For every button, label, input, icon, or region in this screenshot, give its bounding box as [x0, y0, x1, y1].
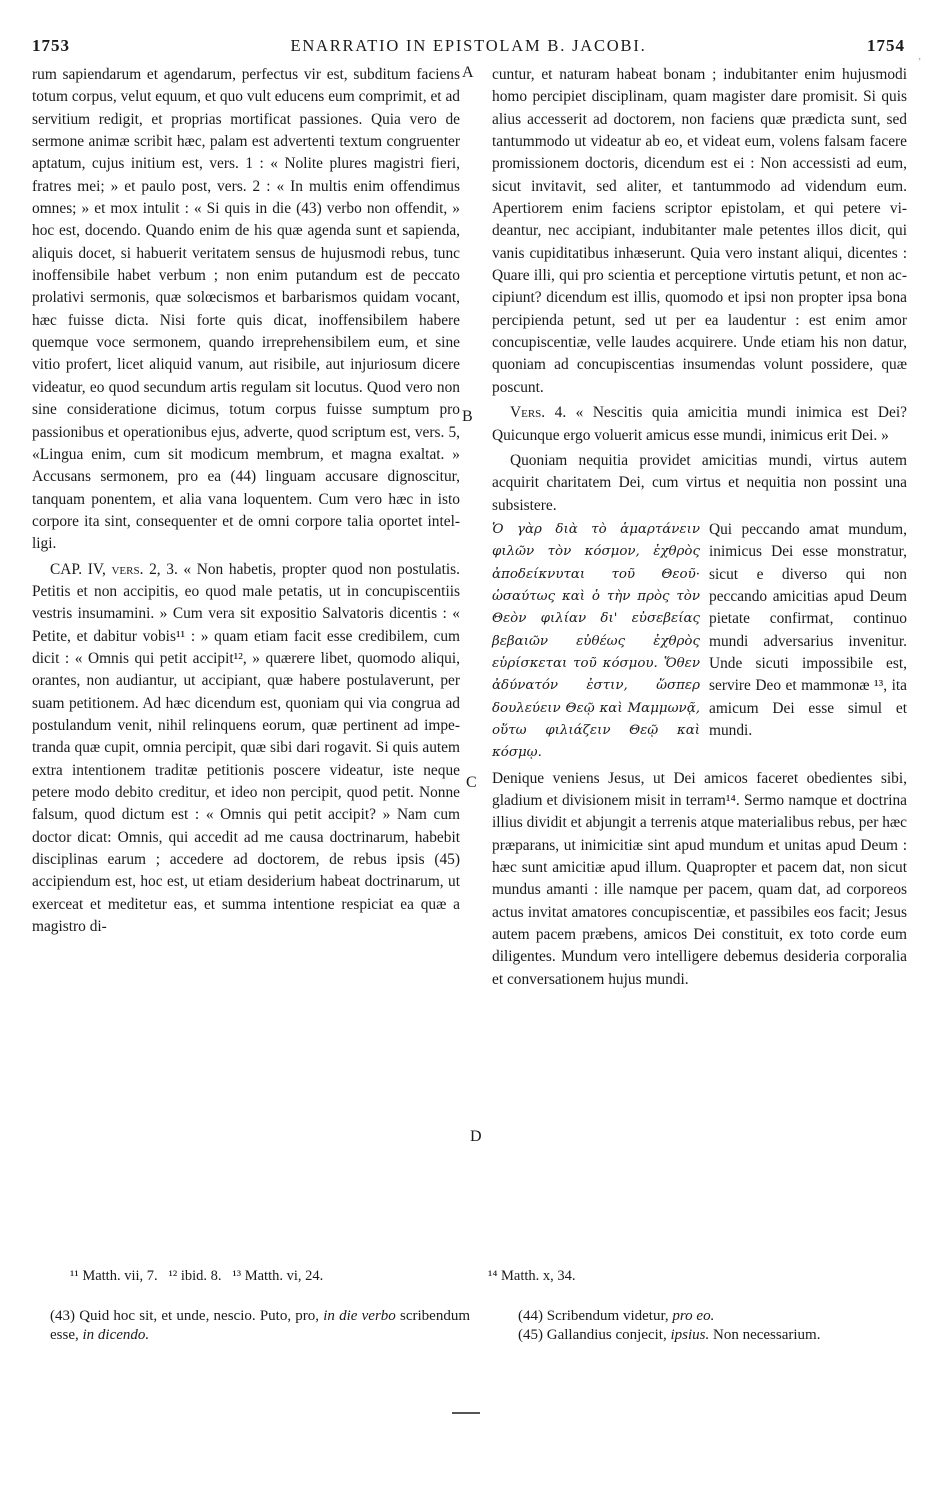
latin-translation: Qui peccando amat mundum, inimicus Dei esse monstratur, sicut e diverso qui non peccando amicitias apud Deum pietate confirmat, continuo mundi adversarius invenitur. Unde sicuti impossibile est, servire Deo et mammonæ ¹³, ita amicum Dei esse simul et mundi.: [709, 520, 907, 739]
note-44-text: (44) Scribendum videtur,: [518, 1308, 673, 1324]
right-paragraph-1: cuntur, et naturam habeat bonam ; indubitanter enim hujusmodi homo percipiet disciplinam, quam magister dare promisit. Si quis alius accesserit ad doctorem, non faciens quæ prædicta sunt, sed tantummodo ut videatur ab eo, et videat eum, volens falsam facere promissionem doctoris, dicendum est ei : Non accessisti ad eum, sicut invitavit, sed aliter, et tantummodo ad videndum eum. Apertiorem enim faciens scriptor epistolam, et qui petere videantur, nec accipiant, indubitanter male petentes illos dicit, qui vanis cupiditatibus inhæserunt. Quia vero instant aliqui, dicentes : Quare illi, qui pro scientia et perceptione virtutis petunt, et non accipiunt? dicendum est illis, quomodo et ipsi non propter ipsa bona percipienda petunt, sed ut per ea laudentur : est enim amor concupiscentiæ, velle laudes acquirere. Unde etiam his non datur, quoniam ad concupiscentias insumendas volunt possidere, quæ poscunt.: [492, 66, 907, 396]
left-paragraph-1: rum sapiendarum et agendarum, perfectus vir est, subditum faciens totum corpus, velut equum, et quo vult educens eum comprimit, et ad servitium redigit, et proprias mortificat passiones. Quia vero de sermone animæ scribit hæc, palam est advertenti textum congruenter aptatum, cujus initium est, vers. 1 : « Nolite plures magistri fieri, fratres mei; » et paulo post, vers. 2 : « In multis enim offendimus omnes; » et mox intulit : « Si quis in die (43) verbo non offendit, » hoc est, docendo. Quando enim de his quæ agenda sunt et sapienda, aliquis docet, si habuerit veritatem sensus de hujusmodi rebus, tunc inoffensibile habet verbum ; non enim putandum est de peccato prolativi sermonis, quæ solœcismos et barbarismos quidam vocant, hæc fuisse dicta. Nisi forte quis dicat, inoffensibilem habere quemque voce sermonem, quando irreprehensibilem eum, et sine vitio profert, licet aliquid vanum, aut risibile, aut injuriosum dicere videatur, eo quod secundum artis regulam sit locutus. Quod vero non sine consideratione dicimus, totum corpus fuisse sumptum pro passionibus et operationibus ejus, adverte, quod scriptum est, vers. 5, «Lingua enim, cum sit modicum membrum, et magna exaltat. » Accusans sermonem, pro ea (44) linguam accusare dignoscitur, tanquam ponentem, et alia vana loquentem. Cum vero hæc in isto corpore ita sint, consequenter et de omni corpore talia oportet intelligi.: [32, 66, 460, 553]
note-43-italic-1: in die verbo: [323, 1308, 396, 1324]
note-45-text-2: Non necessarium.: [709, 1327, 821, 1343]
footnote-refs-left: ¹¹ Matth. vii, 7. ¹² ibid. 8. ¹³ Matth. vi, 24.: [70, 1268, 324, 1284]
verse-label-4: Vers.: [510, 404, 546, 422]
page-number-right: 1754: [867, 36, 905, 55]
left-paragraph-2: [32, 559, 460, 939]
page-number-left: 1753: [32, 36, 70, 55]
note-45-italic: ipsius.: [670, 1327, 710, 1343]
section-marker-c: C: [466, 774, 477, 791]
section-marker-b: B: [462, 408, 473, 425]
note-45-text: (45) Gallandius conjecit,: [518, 1327, 671, 1343]
left-paragraph-2-text: 2, 3. « Non habetis, propter quod non postulatis. Petitis et non accipitis, eo quod male petatis, ut in concupiscentiis vestris insumamini. » Cum vera sit expositio Salvatoris dicentis : « Petite, et dabitur vobis¹¹ : » quam etiam facit esse credibilem, cum dicit : « Omnis qui petit accipit¹², » quærere libet, quomodo aliqui, orantes, non audiantur, ut accipiant, quæ habere postulaverunt, per suam petitionem. Ad hæc dicendum est, quoniam qui via congrua ad postulandum venit, nihil relinquens eorum, quæ pertinent ad impetranda quæ cupit, omnia percipit, quæ sibi dari rogavit. Si quis autem extra intentionem traditæ petitionis poscere videatur, iste neque petere modo debito creditur, et ideo non percipit, quod petit. Nonne falsum, quod dictum est : « Omnis qui petit accipit? » Nam cum doctor dicat: Omnis, qui accedit ad me causa doctrinarum, habebit disciplinas earum ; accedere ad doctorem, de rebus ipsis (45) accipiendum est, hoc est, ut etiam desiderium habeat doctrinarum, ut exerceat et meditetur eas, et summa intentione respiciat ea quæ a magistro di-: [32, 560, 461, 936]
note-45: [518, 1326, 918, 1345]
left-column: [32, 64, 460, 938]
right-paragraph-4: Denique veniens Jesus, ut Dei amicos faceret obedientes sibi, gladium et divisionem misit in terram¹⁴. Sermo namque et doctrina illius dividit et abjungit a terrenis atque materialibus rebus, per hæc præparans, ut inimicitiæ sint apud mundum et unitas apud Deum : hæc sunt amicitiæ apud illum. Quapropter et pacem dat, non sicut mundus amanti : ille namque per pacem, quam dat, ad corporeos actus invitat amatores concupiscentiæ, et passibiles eos facit; Jesus autem pacem præbens, amicos Dei constituit, ex toto corde eum diligentes. Mundum vero intelligere debemus desideria corporalia et conversationem hujus mundi.: [492, 769, 908, 988]
bottom-rule: [452, 1412, 480, 1414]
note-43-text-2: scribendum esse,: [50, 1308, 470, 1343]
bilingual-block: [492, 519, 907, 765]
note-44: [518, 1307, 918, 1326]
right-paragraph-3: Quoniam nequitia providet amicitias mundi, virtus autem acquirit charitatem Dei, cum virtus et nequitia non possint una subsistere.: [492, 451, 907, 514]
note-43-italic-2: in dicendo.: [82, 1327, 150, 1343]
section-marker-d: D: [470, 1128, 482, 1145]
note-44-italic: pro eo.: [672, 1308, 715, 1324]
edge-mark: ,: [918, 50, 921, 62]
note-43-text: (43) Quid hoc sit, et unde, nescio. Puto, pro,: [50, 1308, 324, 1324]
right-paragraph-2: [492, 402, 907, 447]
right-paragraph-2-text: 4. « Nescitis quia amicitia mundi inimica est Dei? Quicunque ergo voluerit amicus esse mundi, inimicus erit Dei. »: [492, 404, 907, 444]
greek-text: Ὁ γὰρ διὰ τὸ ἁμαρτάνειν φιλῶν τὸν κόσμον, ἐχθρὸς ἀποδείκνυται τοῦ Θεοῦ· ὡσαύτως καὶ ὁ τὴν πρὸς τὸν Θεὸν φιλίαν δι' εὐσεβείας βεβαιῶν εὐθέως ἐχθρὸς εὑρίσκεται τοῦ κόσμου. Ὅθεν ἀδύνατόν ἐστιν, ὥσπερ δουλεύειν Θεῷ καὶ Μαμμωνᾷ, οὕτω φιλιάζειν Θεῷ καὶ κόσμῳ.: [492, 521, 700, 761]
footnote-refs-right: ¹⁴ Matth. x, 34.: [488, 1268, 576, 1284]
notes-left: [50, 1307, 470, 1345]
running-header: [32, 36, 905, 62]
notes-right: [518, 1307, 918, 1345]
right-column: [492, 64, 907, 991]
section-marker-a: A: [462, 64, 474, 81]
chapter-label: CAP. IV,: [50, 560, 106, 578]
note-43: [50, 1307, 470, 1345]
running-title: ENARRATIO IN EPISTOLAM B. JACOBI.: [290, 36, 647, 55]
verse-label: vers.: [111, 560, 144, 578]
